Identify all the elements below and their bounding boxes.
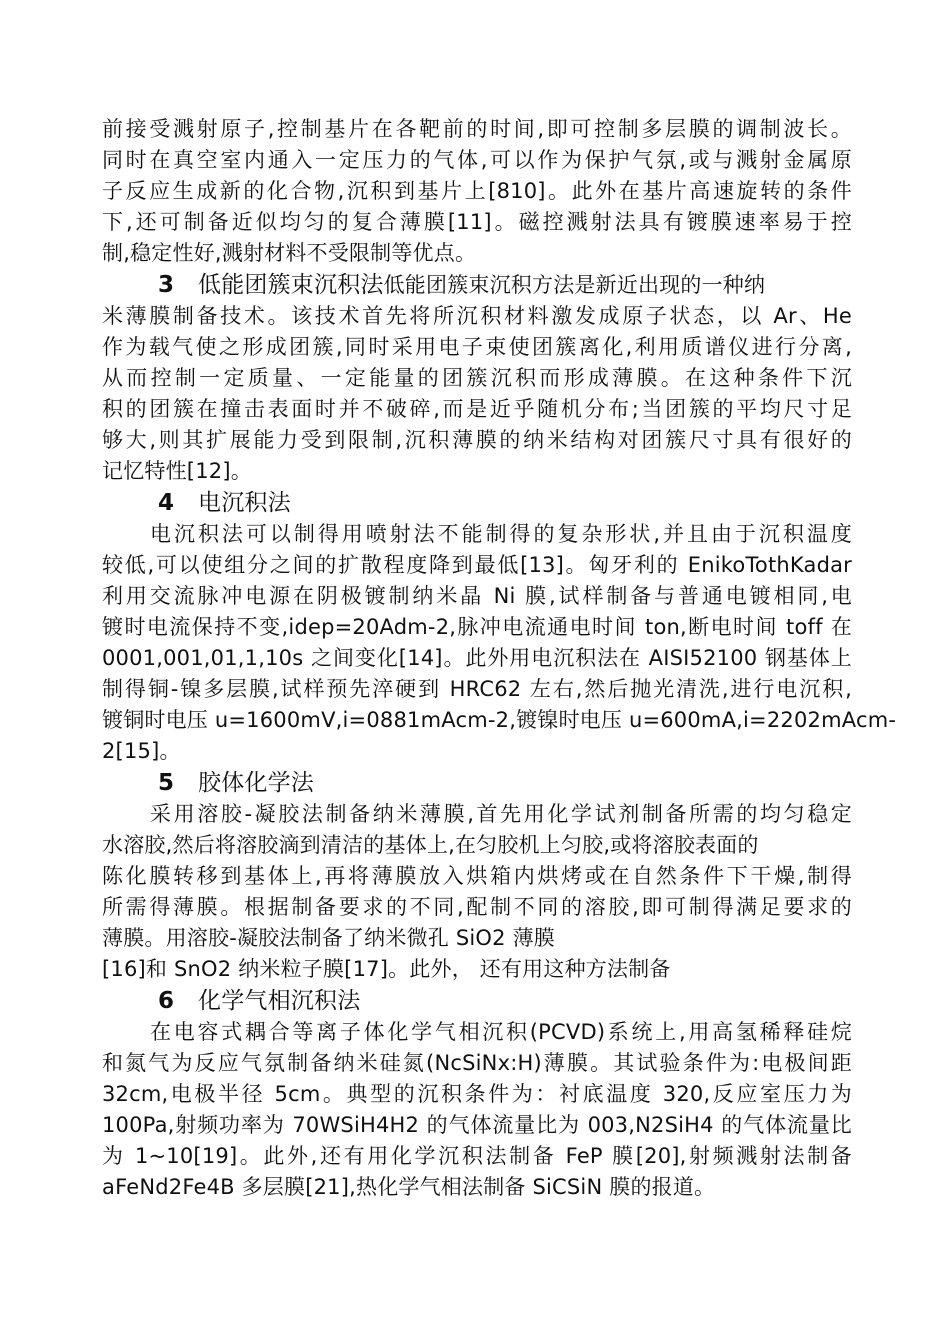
text-line: 100Pa,射频功率为 70WSiH4H2 的气体流量比为 003,N2SiH4 的气体流量比 — [102, 1113, 852, 1137]
section-title: 电沉积法 — [198, 490, 291, 516]
text-line: 陈化膜转移到基体上,再将薄膜放入烘箱内烘烤或在自然条件下干燥,制得 — [102, 864, 852, 888]
text-line: 从而控制一定质量、一定能量的团簇沉积而形成薄膜。在这种条件下沉 — [102, 366, 852, 390]
text-line: 积的团簇在撞击表面时并不破碎,而是近乎随机分布;当团簇的平均尺寸足 — [102, 397, 852, 421]
text-line: 32cm,电极半径 5cm。典型的沉积条件为：衬底温度 320,反应室压力为 — [102, 1082, 852, 1106]
text-line: 采用溶胶-凝胶法制备纳米薄膜,首先用化学试剂制备所需的均匀稳定 — [150, 802, 852, 826]
section-6 — [102, 985, 852, 1203]
text-line: 所需得薄膜。根据制备要求的不同,配制不同的溶胶,即可制得满足要求的 — [102, 895, 852, 919]
text-line: 下,还可制备近似均匀的复合薄膜[11]。磁控溅射法具有镀膜速率易于控 — [102, 210, 852, 234]
text-line: 米薄膜制备技术。该技术首先将所沉积材料激发成原子状态，以 Ar、He — [102, 304, 852, 328]
text-line: 薄膜。用溶胶-凝胶法制备了纳米微孔 SiO2 薄膜 — [102, 926, 555, 950]
text-line: 镀时电流保持不变,idep=20Adm-2,脉冲电流通电时间 ton,断电时间 toff 在 — [102, 615, 852, 639]
text-line: 在电容式耦合等离子体化学气相沉积(PCVD)系统上,用高氢稀释硅烷 — [150, 1020, 852, 1044]
document-page — [102, 114, 897, 1203]
section-3-heading — [102, 269, 852, 301]
paragraph-sputtering — [102, 114, 852, 269]
text-line: 低能团簇束沉积方法是新近出现的一种纳 — [383, 273, 766, 297]
section-title: 化学气相沉积法 — [198, 988, 361, 1014]
section-4-heading — [102, 487, 852, 519]
section-3 — [102, 269, 852, 487]
text-line: 制得铜-镍多层膜,试样预先淬硬到 HRC62 左右,然后抛光清洗,进行电沉积, — [102, 677, 852, 701]
section-6-heading — [102, 985, 852, 1017]
text-line: 作为载气使之形成团簇,同时采用电子束使团簇离化,利用质谱仪进行分离, — [102, 335, 852, 359]
text-line: 电沉积法可以制得用喷射法不能制得的复杂形状,并且由于沉积温度 — [150, 522, 852, 546]
text-line: 制,稳定性好,溅射材料不受限制等优点。 — [102, 241, 477, 265]
text-line: 2[15]。 — [102, 739, 181, 763]
section-title: 胶体化学法 — [198, 770, 314, 796]
section-number: 3 — [158, 272, 175, 298]
text-line: 水溶胶,然后将溶胶滴到清洁的基体上,在匀胶机上匀胶,或将溶胶表面的 — [102, 833, 759, 857]
section-5 — [102, 767, 852, 985]
text-line: 够大,则其扩展能力受到限制,沉积薄膜的纳米结构对团簇尺寸具有很好的 — [102, 428, 852, 452]
text-line: 0001,001,01,1,10s 之间变化[14]。此外用电沉积法在 AISI52100 钢基体上 — [102, 646, 852, 670]
text-line: 子反应生成新的化合物,沉积到基片上[810]。此外在基片高速旋转的条件 — [102, 179, 852, 203]
section-number: 5 — [158, 770, 175, 796]
section-number: 6 — [158, 988, 175, 1014]
text-line: 前接受溅射原子,控制基片在各靶前的时间,即可控制多层膜的调制波长。 — [102, 117, 852, 141]
text-line: 利用交流脉冲电源在阴极镀制纳米晶 Ni 膜,试样制备与普通电镀相同,电 — [102, 584, 852, 608]
section-title: 低能团簇束沉积法 — [198, 272, 384, 298]
text-line: 和氮气为反应气氛制备纳米硅氮(NcSiNx:H)薄膜。其试验条件为:电极间距 — [102, 1051, 852, 1075]
section-number: 4 — [158, 490, 175, 516]
text-line: 镀铜时电压 u=1600mV,i=0881mAcm-2,镀镍时电压 u=600mA,i=2202mAcm- — [102, 708, 897, 732]
text-line: 记忆特性[12]。 — [102, 459, 252, 483]
text-line: 同时在真空室内通入一定压力的气体,可以作为保护气氛,或与溅射金属原 — [102, 148, 852, 172]
section-5-heading — [102, 767, 852, 799]
section-4 — [102, 487, 897, 767]
text-line: [16]和 SnO2 纳米粒子膜[17]。此外， 还有用这种方法制备 — [102, 957, 671, 981]
text-line: 为 1~10[19]。此外,还有用化学沉积法制备 FeP 膜[20],射频溅射法制备 — [102, 1144, 852, 1168]
text-line: 较低,可以使组分之间的扩散程度降到最低[13]。匈牙利的 EnikoTothKadar — [102, 553, 852, 577]
text-line: aFeNd2Fe4B 多层膜[21],热化学气相法制备 SiCSiN 膜的报道。 — [102, 1175, 716, 1199]
